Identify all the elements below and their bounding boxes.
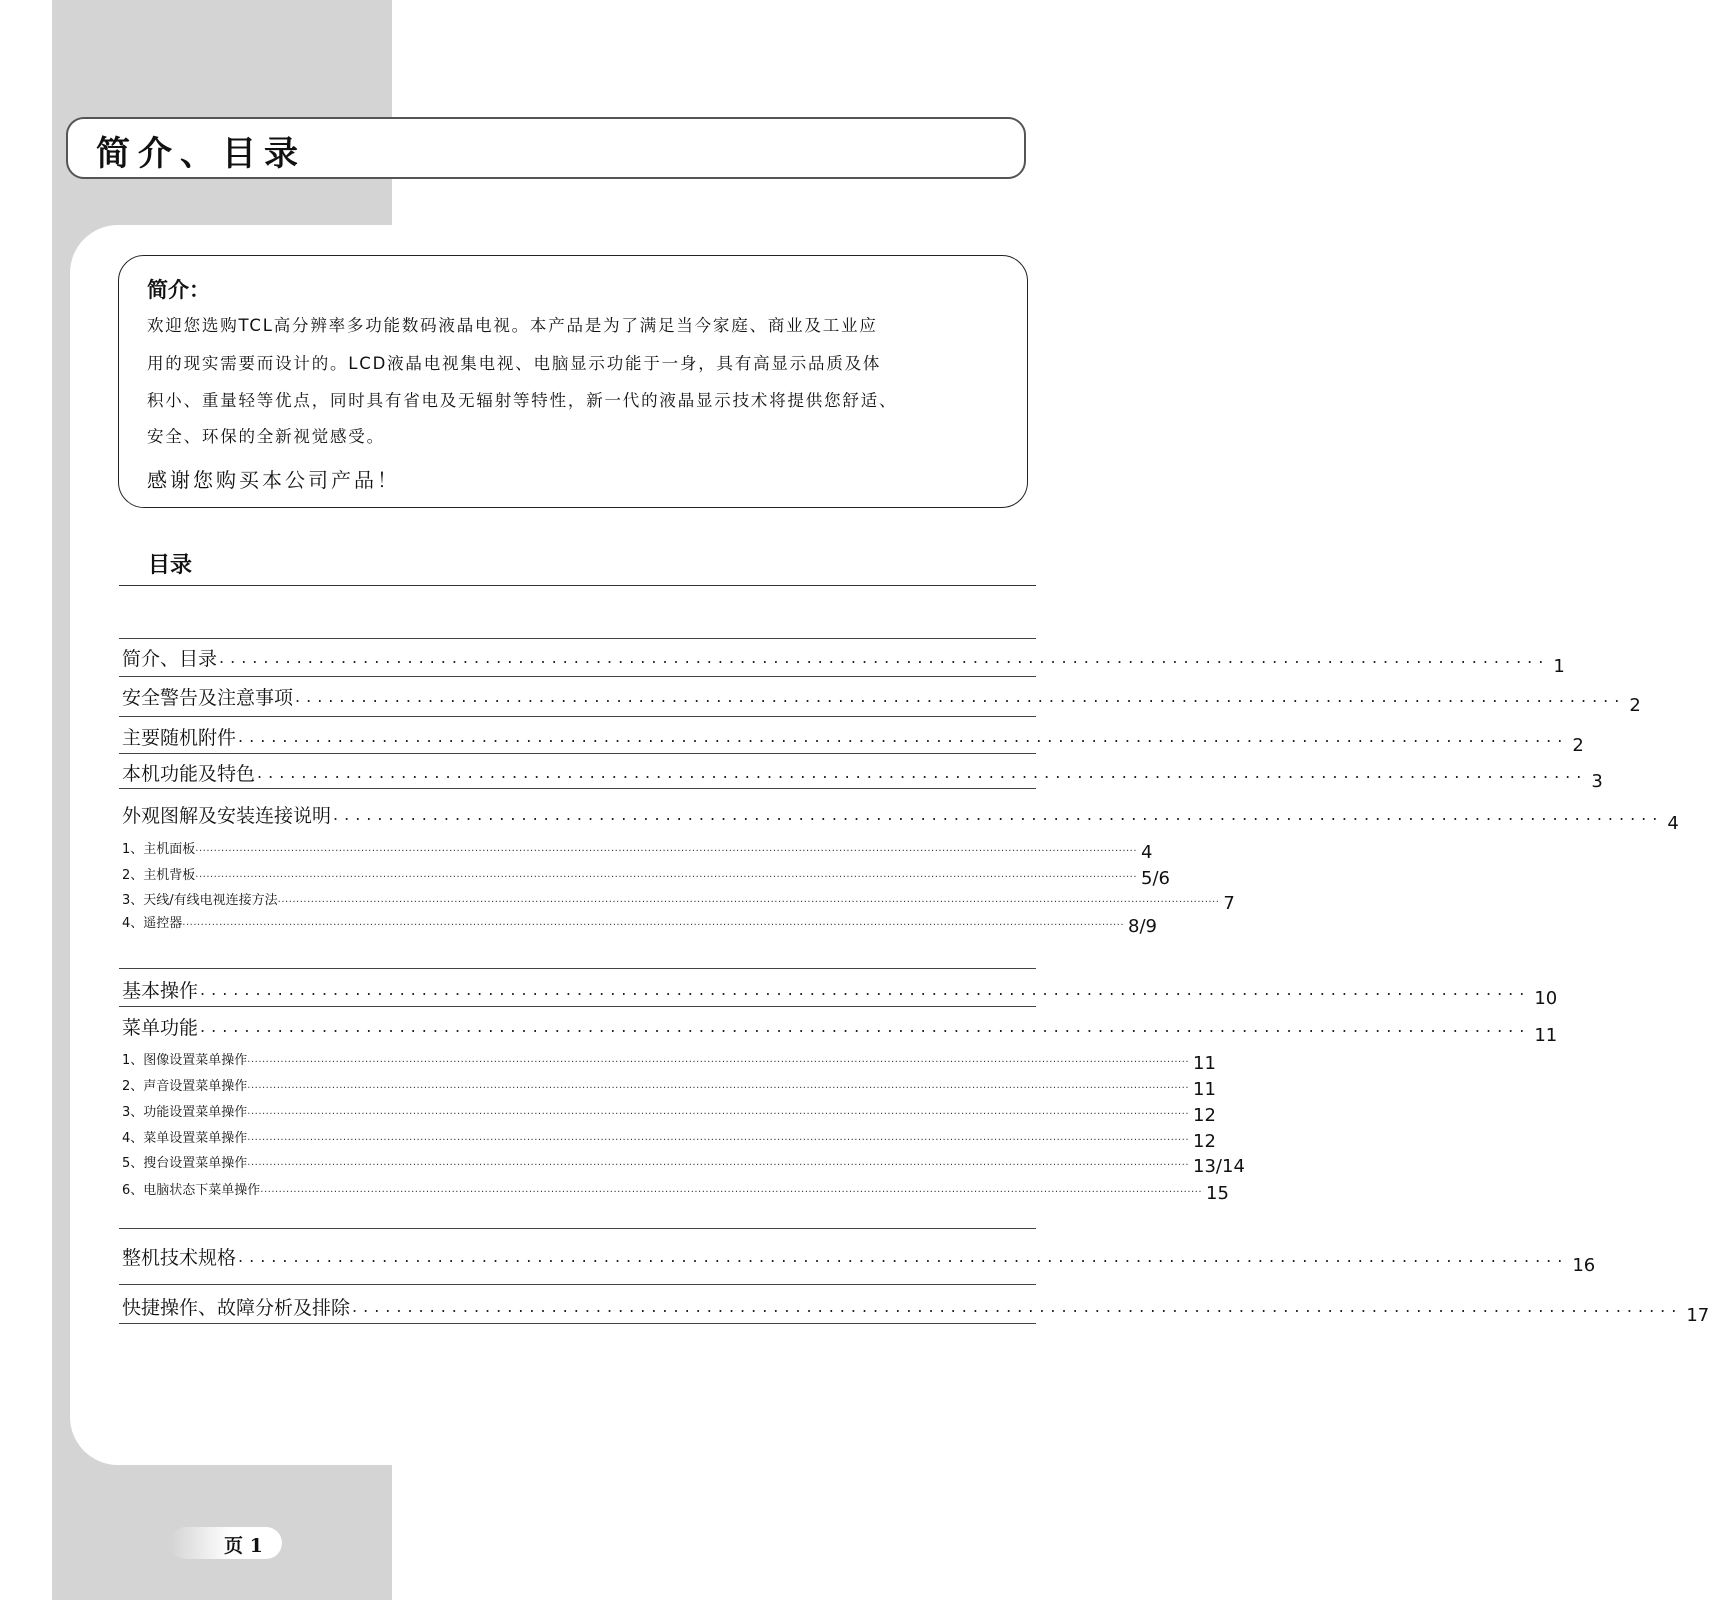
toc-subentry-page: 11 — [1193, 1079, 1216, 1100]
toc-heading-rule — [119, 585, 1036, 586]
toc-entry[interactable] — [122, 1240, 1596, 1276]
page-number-badge — [170, 1527, 282, 1559]
toc-entry-label: 外观图解及安装连接说明 — [122, 805, 332, 827]
toc-entry-label: 菜单功能 — [122, 1017, 199, 1039]
toc-leader: ........................................................................................................................ — [238, 1247, 1569, 1266]
toc-entry[interactable] — [122, 1010, 1558, 1046]
toc-divider — [119, 676, 1036, 677]
intro-line-1: 欢迎您选购TCL高分辨率多功能数码液晶电视。本产品是为了满足当今家庭、商业及工业应 — [147, 316, 878, 335]
toc-subentry[interactable] — [122, 1072, 1216, 1100]
toc-leader: ........................................................................................................................ — [200, 1017, 1531, 1036]
toc-leader: ........................................................................................................................ — [257, 763, 1588, 782]
toc-subentry-label: 4、遥控器 — [122, 916, 183, 931]
toc-subentry-page: 13/14 — [1193, 1156, 1245, 1177]
toc-leader: ................................................................................................................................................................................................................................................................ — [247, 1054, 1190, 1065]
toc-subentry[interactable] — [122, 1149, 1245, 1177]
toc-entry-page: 11 — [1534, 1025, 1558, 1046]
toc-leader: ........................................................................................................................ — [200, 980, 1531, 999]
toc-entry-label: 快捷操作、故障分析及排除 — [122, 1297, 351, 1319]
toc-divider — [119, 1323, 1036, 1324]
toc-leader: ................................................................................................................................................................................................................................................................ — [195, 843, 1138, 854]
toc-subentry[interactable] — [122, 1176, 1229, 1204]
toc-subentry-page: 12 — [1193, 1131, 1216, 1152]
toc-subentry[interactable] — [122, 909, 1157, 937]
toc-entry-label: 安全警告及注意事项 — [122, 687, 294, 709]
toc-leader: ................................................................................................................................................................................................................................................................ — [247, 1080, 1190, 1091]
toc-divider — [119, 968, 1036, 969]
toc-entry-page: 17 — [1686, 1305, 1709, 1326]
intro-thanks: 感谢您购买本公司产品！ — [147, 468, 400, 492]
toc-leader: ................................................................................................................................................................................................................................................................ — [260, 1184, 1203, 1195]
toc-entry[interactable] — [122, 720, 1584, 756]
intro-heading: 简介： — [147, 277, 210, 302]
toc-leader: ................................................................................................................................................................................................................................................................ — [247, 1157, 1190, 1168]
toc-entry-label: 整机技术规格 — [122, 1247, 237, 1269]
toc-entry-label: 主要随机附件 — [122, 727, 237, 749]
toc-entry-page: 3 — [1591, 771, 1603, 792]
toc-subentry-page: 7 — [1223, 893, 1235, 914]
toc-entry-page: 10 — [1534, 988, 1558, 1009]
intro-line-2: 用的现实需要而设计的。LCD液晶电视集电视、电脑显示功能于一身，具有高显示品质及体 — [147, 354, 882, 373]
toc-subentry-page: 15 — [1206, 1183, 1229, 1204]
toc-divider — [119, 638, 1036, 639]
toc-divider — [119, 716, 1036, 717]
toc-entry-page: 2 — [1572, 735, 1584, 756]
toc-subentry-label: 6、电脑状态下菜单操作 — [122, 1183, 261, 1198]
toc-leader: ........................................................................................................................ — [352, 1297, 1683, 1316]
title-banner — [66, 117, 1026, 179]
toc-subentry-label: 4、菜单设置菜单操作 — [122, 1131, 248, 1146]
toc-leader: ........................................................................................................................ — [333, 805, 1664, 824]
toc-leader: ................................................................................................................................................................................................................................................................ — [195, 869, 1138, 880]
toc-heading: 目录 — [148, 552, 193, 578]
toc-entry[interactable] — [122, 641, 1565, 677]
toc-leader: ........................................................................................................................ — [219, 648, 1550, 667]
toc-subentry[interactable] — [122, 1098, 1216, 1126]
toc-entry[interactable] — [122, 756, 1603, 792]
toc-entry-label: 基本操作 — [122, 980, 199, 1002]
toc-divider — [119, 1284, 1036, 1285]
toc-entry[interactable] — [122, 1290, 1709, 1326]
toc-subentry-page: 8/9 — [1128, 916, 1157, 937]
toc-subentry-label: 1、图像设置菜单操作 — [122, 1053, 248, 1068]
toc-divider — [119, 1228, 1036, 1229]
toc-entry-page: 4 — [1667, 813, 1679, 834]
toc-subentry-label: 3、天线/有线电视连接方法 — [122, 893, 278, 908]
page-number: 页 1 — [224, 1535, 263, 1557]
toc-entry-label: 简介、目录 — [122, 648, 218, 670]
intro-line-3: 积小、重量轻等优点，同时具有省电及无辐射等特性，新一代的液晶显示技术将提供您舒适、 — [147, 391, 898, 410]
toc-leader: ................................................................................................................................................................................................................................................................ — [182, 917, 1125, 928]
toc-subentry-page: 4 — [1141, 842, 1153, 863]
intro-box — [118, 255, 1028, 508]
toc-leader: ................................................................................................................................................................................................................................................................ — [277, 894, 1220, 905]
toc-entry-page: 16 — [1572, 1255, 1596, 1276]
toc-subentry[interactable] — [122, 835, 1153, 863]
toc-subentry[interactable] — [122, 1124, 1216, 1152]
page-title: 简介、目录 — [96, 134, 306, 174]
toc-subentry-label: 5、搜台设置菜单操作 — [122, 1156, 248, 1171]
toc-leader: ................................................................................................................................................................................................................................................................ — [247, 1132, 1190, 1143]
toc-entry-label: 本机功能及特色 — [122, 763, 256, 785]
toc-divider — [119, 753, 1036, 754]
toc-entry[interactable] — [122, 680, 1641, 716]
toc-subentry-page: 5/6 — [1141, 868, 1170, 889]
toc-entry-page: 1 — [1553, 656, 1565, 677]
toc-leader: ........................................................................................................................ — [295, 687, 1626, 706]
toc-entry[interactable] — [122, 798, 1679, 834]
toc-subentry-label: 3、功能设置菜单操作 — [122, 1105, 248, 1120]
toc-subentry[interactable] — [122, 886, 1235, 914]
toc-leader: ........................................................................................................................ — [238, 727, 1569, 746]
toc-entry-page: 2 — [1629, 695, 1641, 716]
toc-entry[interactable] — [122, 973, 1558, 1009]
toc-divider — [119, 1006, 1036, 1007]
toc-subentry-page: 11 — [1193, 1053, 1216, 1074]
intro-line-4: 安全、环保的全新视觉感受。 — [147, 427, 385, 446]
toc-subentry[interactable] — [122, 861, 1170, 889]
toc-subentry-page: 12 — [1193, 1105, 1216, 1126]
toc-subentry-label: 2、声音设置菜单操作 — [122, 1079, 248, 1094]
toc-subentry-label: 2、主机背板 — [122, 868, 196, 883]
toc-leader: ................................................................................................................................................................................................................................................................ — [247, 1106, 1190, 1117]
toc-divider — [119, 788, 1036, 789]
toc-subentry[interactable] — [122, 1046, 1216, 1074]
toc-subentry-label: 1、主机面板 — [122, 842, 196, 857]
